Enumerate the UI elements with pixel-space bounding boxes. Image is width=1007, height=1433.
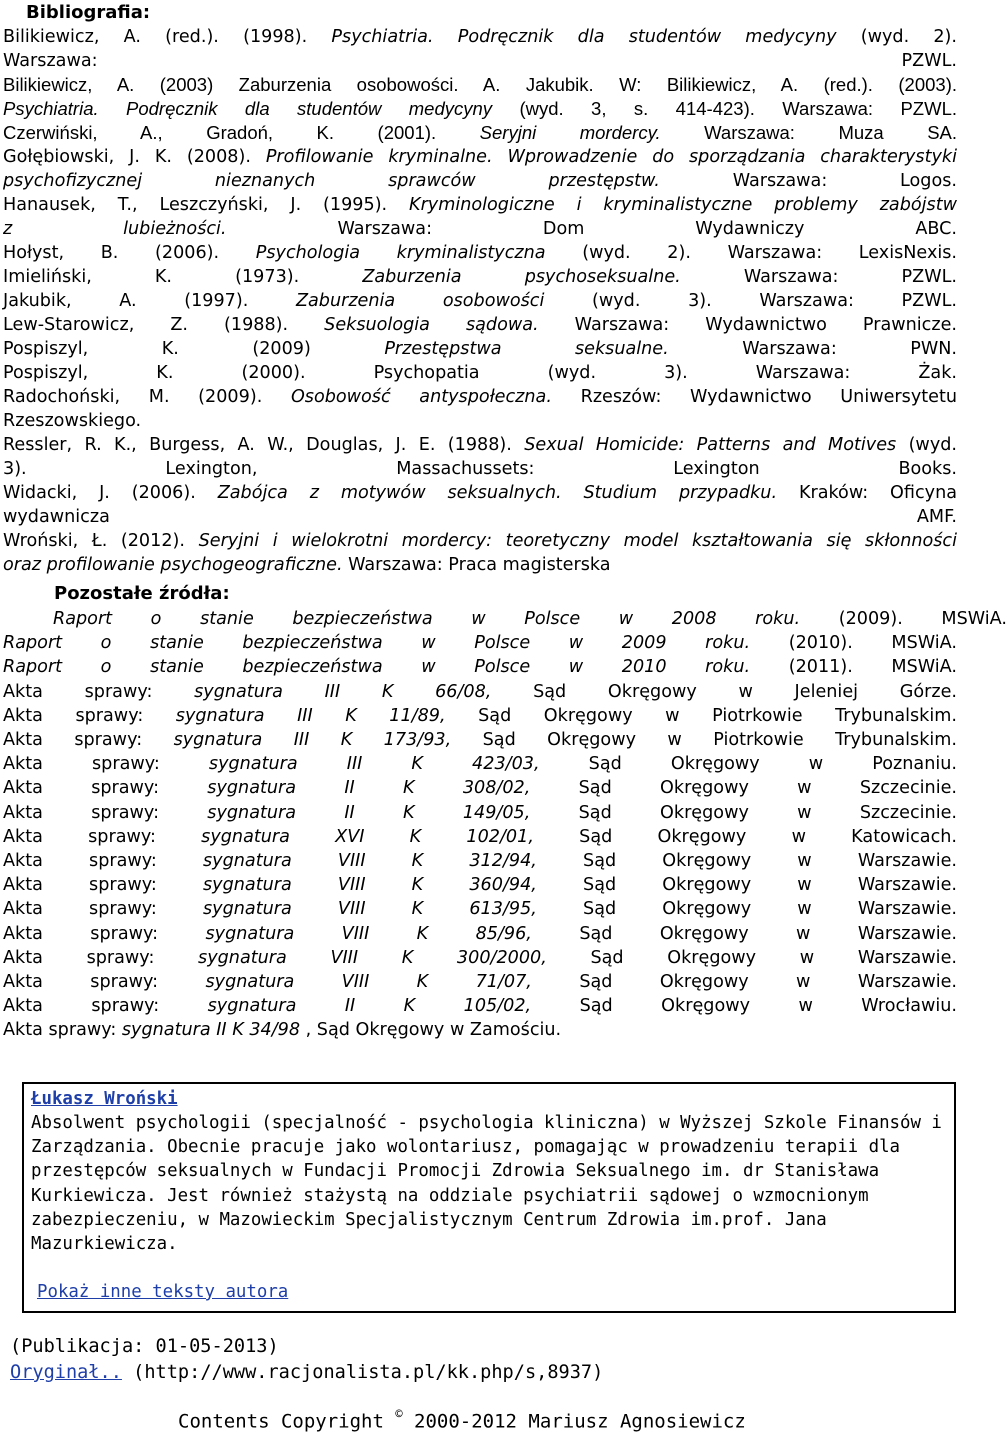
- citation-text: Wroński, Ł. (2012).: [3, 531, 199, 551]
- citation-line: [3, 169, 957, 193]
- citation-line: [3, 241, 957, 265]
- citation-title: sygnatura VIII K 360/94,: [203, 875, 537, 896]
- citation-line: [3, 97, 957, 121]
- citation-title: Zabójca z motywów seksualnych. Studium przypadku.: [217, 483, 778, 503]
- citation-line: [3, 801, 957, 825]
- citation-text: Akta sprawy:: [3, 730, 174, 750]
- citation-text: Sąd Okręgowy w Szczecinie.: [578, 778, 957, 799]
- citation-text: Sąd Okręgowy w Warszawie.: [583, 899, 957, 920]
- citation-title: oraz profilowanie psychogeograficzne.: [3, 555, 343, 575]
- citation-title: sygnatura XVI K 102/01,: [201, 826, 534, 847]
- citation-text: Jakubik, A. (1997).: [3, 291, 296, 311]
- citation-title: sygnatura III K 173/93,: [173, 730, 452, 750]
- author-bio-line: Absolwent psychologii (specjalność - psychologia kliniczna) w Wyższej Szkole Finansów i: [31, 1113, 942, 1133]
- citation-text: Hanausek, T., Leszczyński, J. (1995).: [3, 195, 410, 215]
- citation-text: Sąd Okręgowy w Piotrkowie Trybunalskim.: [478, 705, 957, 726]
- citation-line: [3, 994, 957, 1018]
- citation-title: Zaburzenia psychoseksualne.: [362, 267, 681, 287]
- citation-line: [3, 776, 957, 800]
- citation-text: Pospiszyl, K. (2009): [3, 339, 385, 359]
- citation-text: Bilikiewicz, A. (red.). (1998).: [3, 27, 332, 47]
- citation-text: (wyd.: [908, 435, 957, 455]
- citation-line: [3, 704, 957, 728]
- citation-title: Raport o stanie bezpieczeństwa w Polsce w 2008 roku.: [53, 609, 801, 629]
- citation-text: 3). Lexington, Massachussets: Lexington Books.: [3, 459, 957, 479]
- citation-line: [3, 313, 957, 337]
- citation-text: Sąd Okręgowy w Warszawie.: [579, 923, 958, 944]
- citation-line: [3, 529, 957, 553]
- citation-line: [3, 505, 957, 529]
- citation-text: Warszawa: Muza SA.: [704, 122, 958, 143]
- other-sources-heading: Pozostałe źródła:: [54, 583, 230, 604]
- citation-text: Sąd Okręgowy w Warszawie.: [579, 972, 958, 992]
- citation-title: sygnatura VIII K 71/07,: [205, 972, 532, 992]
- author-bio-line: przestępców seksualnych w Fundacji Promocji Zdrowia Seksualnego im. dr Stanisława: [31, 1161, 880, 1182]
- citation-text: Rzeszowskiego.: [3, 411, 142, 431]
- author-name-link[interactable]: Łukasz Wroński: [31, 1089, 178, 1109]
- citation-text: Akta sprawy:: [3, 996, 208, 1017]
- citation-text: Warszawa: Dom Wydawniczy ABC.: [337, 219, 958, 239]
- citation-title: Psychologia kryminalistyczna: [255, 243, 546, 263]
- original-url: (http://www.racjonalista.pl/kk.php/s,8937): [121, 1362, 604, 1383]
- citation-line: [3, 481, 957, 505]
- citation-line: [3, 728, 957, 752]
- citation-text: Radochoński, M. (2009).: [3, 387, 291, 407]
- citation-text: Sąd Okręgowy w Jeleniej Górze.: [533, 681, 958, 702]
- citation-title: Przestępstwa seksualne.: [384, 339, 669, 359]
- citation-text: Warszawa: PWN.: [742, 339, 957, 359]
- citation-line: [3, 457, 957, 481]
- citation-line: [3, 289, 957, 313]
- citation-text: Bilikiewicz, A. (2003) Zaburzenia osobowości. A. Jakubik. W: Bilikiewicz, A. (red.). (2003).: [3, 74, 957, 95]
- citation-text: wydawnicza: [3, 507, 110, 527]
- citation-title: Seryjni mordercy.: [479, 122, 661, 143]
- citation-line: [3, 946, 957, 970]
- citation-title: sygnatura II K 149/05,: [207, 802, 531, 823]
- citation-line: [3, 873, 957, 897]
- citation-line: [53, 607, 1007, 631]
- citation-line: [3, 193, 957, 217]
- citation-title: Psychiatria. Podręcznik dla studentów medycyny: [331, 27, 837, 47]
- copyright-suffix: 2000-2012 Mariusz Agnosiewicz: [414, 1410, 746, 1433]
- citation-text: Sąd Okręgowy w Warszawie.: [590, 947, 957, 968]
- citation-text: Akta sprawy:: [3, 875, 204, 896]
- citation-line: [3, 1018, 957, 1042]
- citation-text: Kraków: Oficyna: [798, 483, 957, 503]
- citation-text: Akta sprawy:: [3, 947, 199, 968]
- citation-line: [3, 121, 957, 145]
- citation-title: z lubieżności.: [3, 219, 227, 239]
- citation-line: [3, 433, 957, 457]
- citation-line: [3, 337, 957, 361]
- copyright-line: [178, 1404, 746, 1433]
- citation-title: sygnatura VIII K 300/2000,: [198, 947, 547, 968]
- citation-title: Seryjni i wielokrotni mordercy: teoretyczny model kształtowania się skłonności: [198, 531, 957, 551]
- author-bio-line: Zarządzania. Obecnie pracuje jako wolontariusz, pomagając w prowadzeniu terapii dla: [31, 1137, 901, 1158]
- citation-text: Akta sprawy:: [3, 778, 208, 799]
- citation-text: (2009). MSWiA.: [838, 609, 1007, 629]
- citation-line: [3, 145, 957, 169]
- citation-title: sygnatura III K 423/03,: [208, 754, 540, 775]
- more-texts-link[interactable]: Pokaż inne teksty autora: [37, 1282, 289, 1302]
- citation-text: Ressler, R. K., Burgess, A. W., Douglas, J. E. (1988).: [3, 435, 525, 455]
- citation-text: Widacki, J. (2006).: [3, 483, 218, 503]
- citation-text: Warszawa:: [3, 51, 98, 71]
- citation-text: , Sąd Okręgowy w Zamościu.: [305, 1020, 562, 1041]
- citation-text: Hołyst, B. (2006).: [3, 243, 256, 263]
- citation-line: [3, 265, 957, 289]
- author-box: [22, 1082, 956, 1313]
- citation-title: sygnatura II K 105/02,: [207, 996, 532, 1017]
- citation-text: Akta sprawy:: [3, 923, 206, 944]
- citation-text: Akta sprawy:: [3, 754, 209, 775]
- copyright-prefix: Contents Copyright: [178, 1410, 384, 1433]
- citation-title: Psychiatria. Podręcznik dla studentów medycyny: [3, 98, 493, 119]
- author-bio-line: Kurkiewicza. Jest również stażystą na oddziale psychiatrii sądowej o wzmocnionym: [31, 1185, 869, 1206]
- citation-text: Sąd Okręgowy w Poznaniu.: [588, 754, 957, 775]
- citation-text: Warszawa: Logos.: [732, 171, 958, 191]
- citation-text: Akta sprawy:: [3, 972, 206, 992]
- citation-text: PZWL.: [901, 51, 957, 71]
- citation-title: Zaburzenia osobowości: [295, 291, 545, 311]
- citation-text: Rzeszów: Wydawnictwo Uniwersytetu: [580, 387, 957, 407]
- citation-text: (wyd. 3). Warszawa: PZWL.: [592, 291, 958, 311]
- citation-line: [3, 825, 957, 849]
- bibliography-heading: Bibliografia:: [26, 2, 151, 23]
- citation-text: AMF.: [916, 507, 957, 527]
- citation-text: Sąd Okręgowy w Warszawie.: [583, 875, 957, 896]
- citation-line: [3, 409, 957, 433]
- citation-text: Pospiszyl, K. (2000). Psychopatia (wyd. 3). Warszawa: Żak.: [3, 363, 957, 383]
- citation-line: [3, 73, 957, 97]
- citation-line: [3, 631, 957, 655]
- original-source: [10, 1361, 603, 1385]
- citation-title: sygnatura II K 34/98: [121, 1020, 301, 1041]
- citation-line: [3, 385, 957, 409]
- citation-title: sygnatura VIII K 613/95,: [203, 899, 537, 920]
- citation-text: (wyd. 3, s. 414-423). Warszawa: PZWL.: [519, 98, 958, 119]
- citation-title: Raport o stanie bezpieczeństwa w Polsce w 2010 roku.: [3, 657, 751, 678]
- publication-date: (Publikacja: 01-05-2013): [10, 1336, 279, 1357]
- citation-text: Akta sprawy:: [3, 802, 208, 823]
- citation-text: Akta sprawy:: [3, 705, 176, 726]
- citation-title: Profilowanie kryminalne. Wprowadzenie do sporządzania charakterystyki: [265, 147, 957, 167]
- citation-title: Seksuologia sądowa.: [324, 315, 539, 335]
- citation-title: sygnatura III K 66/08,: [194, 681, 492, 702]
- citation-title: Raport o stanie bezpieczeństwa w Polsce w 2009 roku.: [3, 633, 751, 654]
- citation-title: sygnatura III K 11/89,: [175, 705, 446, 726]
- citation-text: Akta sprawy:: [3, 851, 204, 871]
- citation-title: Osobowość antyspołeczna.: [290, 387, 552, 407]
- citation-text: (wyd. 2). Warszawa: LexisNexis.: [582, 243, 957, 263]
- citation-title: sygnatura VIII K 312/94,: [203, 851, 537, 871]
- citation-line: [3, 25, 957, 49]
- citation-line: [3, 553, 957, 577]
- citation-line: [3, 217, 957, 241]
- citation-line: [3, 680, 957, 704]
- citation-line: [3, 897, 957, 921]
- citation-text: Warszawa: Praca magisterska: [348, 555, 611, 575]
- citation-text: Sąd Okręgowy w Piotrkowie Trybunalskim.: [482, 730, 958, 750]
- author-bio-line: zabezpieczeniu, w Mazowieckim Specjalistycznym Centrum Zdrowia im.prof. Jana: [31, 1209, 827, 1230]
- citation-text: Akta sprawy:: [3, 826, 202, 847]
- citation-text: Sąd Okręgowy w Szczecinie.: [578, 802, 957, 823]
- author-bio-line: Mazurkiewicza.: [31, 1234, 178, 1254]
- citation-text: (wyd. 2).: [860, 27, 958, 47]
- citation-text: Czerwiński, A., Gradoń, K. (2001).: [3, 122, 480, 143]
- citation-title: Kryminologiczne i kryminalistyczne problemy zabójstw: [409, 195, 957, 215]
- original-link[interactable]: Oryginał..: [10, 1362, 122, 1383]
- citation-line: [3, 361, 957, 385]
- citation-title: psychofizycznej nieznanych sprawców przestępstw.: [3, 171, 660, 191]
- citation-text: Lew-Starowicz, Z. (1988).: [3, 315, 325, 335]
- citation-title: Sexual Homicide: Patterns and Motives: [524, 435, 897, 455]
- citation-text: Warszawa: PZWL.: [743, 267, 957, 287]
- citation-line: [3, 752, 957, 776]
- citation-text: Akta sprawy:: [3, 1020, 122, 1041]
- citation-text: Sąd Okręgowy w Wrocławiu.: [579, 996, 958, 1017]
- citation-text: Sąd Okręgowy w Warszawie.: [583, 851, 957, 871]
- citation-line: [3, 655, 957, 679]
- citation-text: Akta sprawy:: [3, 681, 195, 702]
- citation-line: [3, 922, 957, 946]
- citation-text: Imieliński, K. (1973).: [3, 267, 363, 287]
- citation-text: Akta sprawy:: [3, 899, 204, 920]
- citation-text: (2011). MSWiA.: [788, 657, 957, 678]
- citation-line: [3, 49, 957, 73]
- citation-text: Sąd Okręgowy w Katowicach.: [579, 826, 958, 847]
- citation-title: sygnatura VIII K 85/96,: [205, 923, 532, 944]
- copyright-icon: ©: [395, 1407, 403, 1421]
- citation-line: [3, 970, 957, 994]
- citation-line: [3, 849, 957, 873]
- citation-title: sygnatura II K 308/02,: [207, 778, 531, 799]
- citation-text: Gołębiowski, J. K. (2008).: [3, 147, 266, 167]
- citation-text: (2010). MSWiA.: [788, 633, 957, 654]
- citation-text: Warszawa: Wydawnictwo Prawnicze.: [574, 315, 957, 335]
